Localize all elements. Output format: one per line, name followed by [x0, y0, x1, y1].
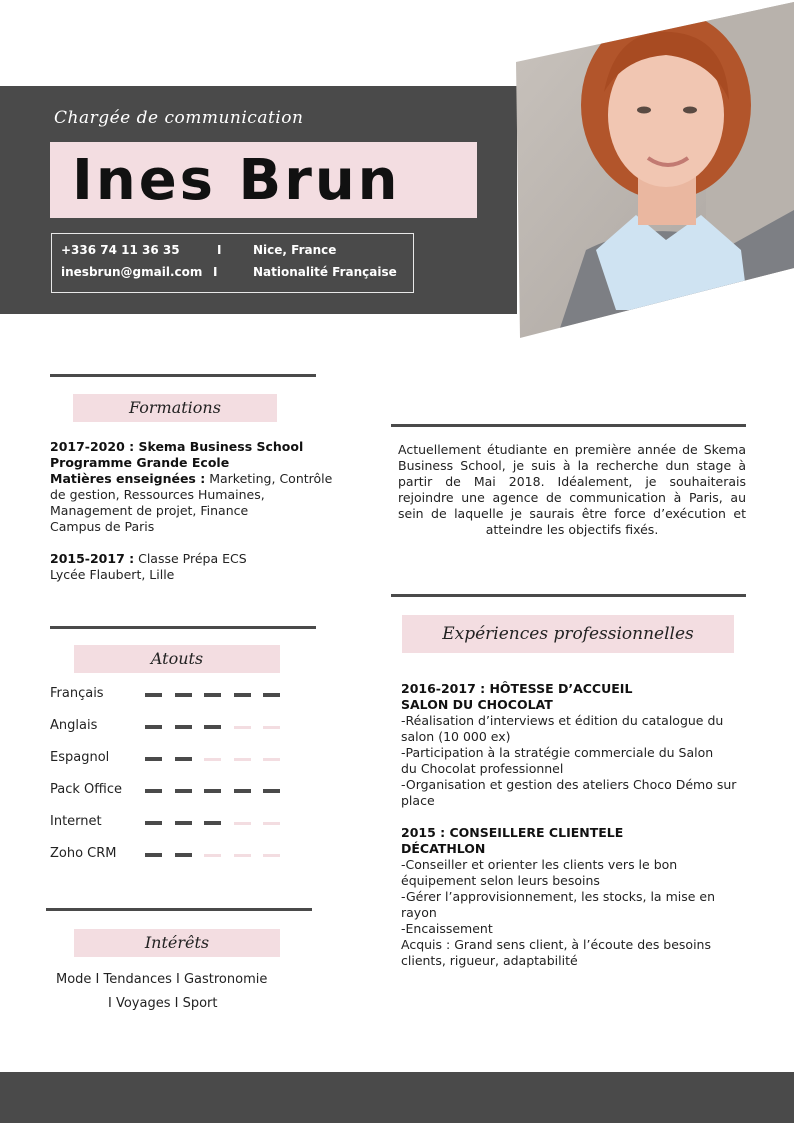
job-detail: -Gérer l’approvisionnement, les stocks, la mise en	[401, 889, 716, 904]
job-detail: place	[401, 793, 435, 808]
skill-level-dash-empty	[204, 758, 221, 761]
experiences-label: Expériences professionnelles	[402, 615, 734, 653]
job-detail: équipement selon leurs besoins	[401, 873, 600, 888]
skill-label: Internet	[50, 814, 102, 829]
formation-years: 2015-2017 :	[50, 551, 135, 566]
skill-level-dash-filled	[204, 789, 221, 793]
job-detail: -Conseiller et orienter les clients vers le bon	[401, 857, 678, 872]
footer-band	[0, 1072, 794, 1123]
contact-separator: I	[213, 265, 218, 279]
contact-email: inesbrun@gmail.com	[61, 265, 203, 279]
formation-subjects-text: Management de projet, Finance	[50, 503, 249, 518]
job-detail: -Encaissement	[401, 921, 493, 936]
section-divider	[391, 594, 746, 597]
skill-level-dash-filled	[175, 693, 192, 697]
name-box	[50, 142, 477, 218]
experience-job-1	[401, 681, 736, 809]
skill-level-dash-empty	[204, 854, 221, 857]
skill-level-dash-filled	[175, 853, 192, 857]
contact-nationality: Nationalité Française	[253, 265, 397, 279]
job-title-line: 2015 : CONSEILLERE CLIENTELE	[401, 825, 624, 840]
contact-box	[51, 233, 414, 293]
skill-level-dash-filled	[204, 821, 221, 825]
skill-label: Zoho CRM	[50, 846, 117, 861]
experience-job-2	[401, 825, 715, 969]
skill-level-dash-filled	[175, 789, 192, 793]
skill-level-dash-filled	[263, 789, 280, 793]
formation-subjects-text: Marketing, Contrôle	[205, 471, 333, 486]
formation-campus: Campus de Paris	[50, 519, 155, 534]
section-divider	[46, 908, 312, 911]
skill-label: Espagnol	[50, 750, 110, 765]
job-detail: Acquis : Grand sens client, à l’écoute des besoins	[401, 937, 711, 952]
formation-subjects-label: Matières enseignées :	[50, 471, 206, 486]
skill-level-dash-empty	[234, 758, 251, 761]
contact-phone: +336 74 11 36 35	[61, 243, 180, 257]
skill-level-dash-filled	[175, 757, 192, 761]
skill-level-dash-empty	[234, 726, 251, 729]
job-title: Chargée de communication	[54, 108, 304, 128]
skill-level-dash-filled	[145, 725, 162, 729]
job-detail: du Chocolat professionnel	[401, 761, 564, 776]
skill-level-dash-filled	[145, 853, 162, 857]
skill-level-dash-empty	[263, 854, 280, 857]
formation-subjects-text: de gestion, Ressources Humaines,	[50, 487, 265, 502]
job-title-line: 2016-2017 : HÔTESSE D’ACCUEIL	[401, 681, 633, 696]
skill-label: Pack Office	[50, 782, 122, 797]
formation-heading: 2017-2020 : Skema Business School	[50, 439, 304, 454]
skill-level-dash-filled	[145, 757, 162, 761]
skill-level-dash-filled	[234, 693, 251, 697]
profile-photo	[516, 0, 794, 340]
skill-label: Français	[50, 686, 104, 701]
skill-level-dash-filled	[145, 693, 162, 697]
job-company: SALON DU CHOCOLAT	[401, 697, 553, 712]
skill-level-dash-empty	[263, 758, 280, 761]
contact-separator: I	[217, 243, 222, 257]
skill-level-dash-filled	[145, 821, 162, 825]
skill-level-dash-filled	[234, 789, 251, 793]
skill-level-dash-empty	[234, 822, 251, 825]
job-company: DÉCATHLON	[401, 841, 486, 856]
skill-level-dash-filled	[145, 789, 162, 793]
candidate-name: Ines Brun	[72, 148, 401, 213]
skill-level-dash-filled	[175, 725, 192, 729]
skill-level-dash-filled	[175, 821, 192, 825]
interets-label: Intérêts	[74, 929, 280, 957]
formation-program: Programme Grande Ecole	[50, 455, 230, 470]
job-detail: clients, rigueur, adaptabilité	[401, 953, 578, 968]
job-detail: -Organisation et gestion des ateliers Choco Démo sur	[401, 777, 737, 792]
section-divider	[50, 374, 316, 377]
section-divider	[391, 424, 746, 427]
formation-place: Lycée Flaubert, Lille	[50, 567, 175, 582]
atouts-label: Atouts	[74, 645, 280, 673]
contact-city: Nice, France	[253, 243, 337, 257]
job-detail: -Participation à la stratégie commerciale du Salon	[401, 745, 714, 760]
formations-label: Formations	[73, 394, 277, 422]
skill-level-dash-filled	[204, 693, 221, 697]
summary-text: Actuellement étudiante en première année de Skema Business School, je suis à la recherche dun stage à partir de Mai 2018. Idéalement, je souhaiterais rejoindre une agence de communication à Paris, au sein de laquelle je saurais être force d’exécution et atteindre les objectifs fixés.	[398, 442, 746, 537]
job-detail: -Réalisation d’interviews et édition du catalogue du	[401, 713, 724, 728]
skill-level-dash-filled	[204, 725, 221, 729]
skill-level-dash-empty	[263, 822, 280, 825]
formation-school: Classe Prépa ECS	[134, 551, 247, 566]
formation-entry-1	[50, 439, 332, 535]
formation-entry-2	[50, 551, 247, 583]
skill-level-dash-empty	[263, 726, 280, 729]
skill-level-dash-empty	[234, 854, 251, 857]
skill-label: Anglais	[50, 718, 98, 733]
interests-line: I Voyages I Sport	[108, 996, 218, 1011]
section-divider	[50, 626, 316, 629]
interests-line: Mode I Tendances I Gastronomie	[56, 972, 268, 987]
skill-level-dash-filled	[263, 693, 280, 697]
formation-subjects-line	[50, 471, 332, 487]
job-detail: rayon	[401, 905, 437, 920]
job-detail: salon (10 000 ex)	[401, 729, 511, 744]
